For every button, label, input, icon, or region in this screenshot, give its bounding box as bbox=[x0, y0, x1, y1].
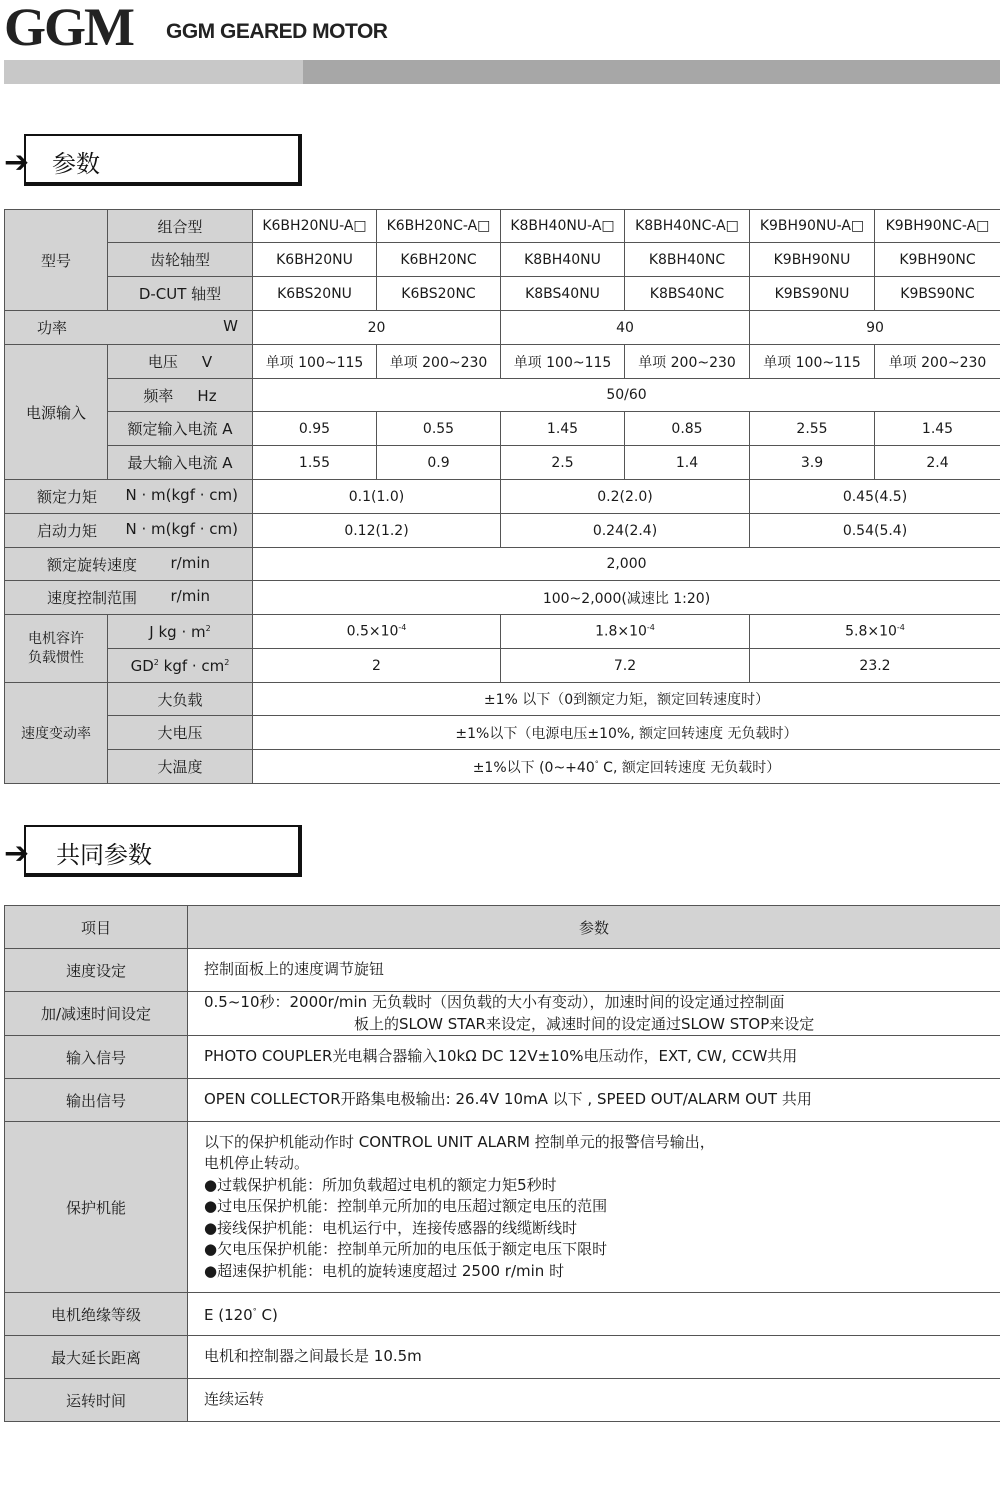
common-row-value: 控制面板上的速度调节旋钮 bbox=[188, 949, 1000, 992]
voltage-value: 单项 100~115 bbox=[750, 345, 875, 379]
common-row-value: PHOTO COUPLER光电耦合器输入10kΩ DC 12V±10%电压动作，EXT, CW, CCW共用 bbox=[188, 1036, 1000, 1079]
max-current-row bbox=[5, 446, 1000, 480]
power-label-cell bbox=[5, 311, 253, 345]
model-cell: K9BH90NC bbox=[875, 243, 1000, 277]
common-row bbox=[5, 1079, 1000, 1122]
common-row-value: 电机和控制器之间最长是 10.5m bbox=[188, 1336, 1000, 1379]
model-cell: K9BH90NU-A□ bbox=[750, 210, 875, 243]
rated-current-value: 1.45 bbox=[501, 412, 625, 446]
logo-subtitle: GGM GEARED MOTOR bbox=[166, 20, 388, 43]
voltage-value: 单项 200~230 bbox=[377, 345, 501, 379]
starting-torque-label-cell bbox=[5, 514, 253, 548]
rated-speed-label: 额定旋转速度 bbox=[47, 555, 138, 574]
common-row-value: 连续运转 bbox=[188, 1379, 1000, 1422]
inertia-j-label-cell bbox=[108, 615, 253, 649]
variation-value: ±1% 以下（0到额定力矩，额定回转速度时） bbox=[253, 683, 1000, 716]
model-cell: K8BS40NU bbox=[501, 277, 625, 311]
header-bar bbox=[4, 60, 1000, 84]
rated-torque-row bbox=[5, 480, 1000, 514]
common-row bbox=[5, 1122, 1000, 1293]
model-cell: K9BH90NU bbox=[750, 243, 875, 277]
params-table bbox=[4, 209, 1000, 784]
model-cell: K6BH20NC-A□ bbox=[377, 210, 501, 243]
starting-torque-value: 0.12(1.2) bbox=[253, 514, 501, 548]
frequency-label-cell bbox=[108, 379, 253, 412]
common-row-label: 最大延长距离 bbox=[5, 1336, 188, 1379]
speed-range-label-cell bbox=[5, 581, 253, 615]
model-cell: K8BH40NU bbox=[501, 243, 625, 277]
starting-torque-row bbox=[5, 514, 1000, 548]
variation-row-label: 大温度 bbox=[108, 750, 253, 784]
logo: GGM bbox=[4, 0, 133, 57]
power-value: 20 bbox=[253, 311, 501, 345]
common-header-item: 项目 bbox=[5, 906, 188, 949]
model-cell: K8BH40NU-A□ bbox=[501, 210, 625, 243]
model-cell: K6BS20NC bbox=[377, 277, 501, 311]
max-current-label-cell bbox=[108, 446, 253, 480]
variation-value: ±1%以下 (0~+40° C, 额定回转速度 无负载时） bbox=[253, 750, 1000, 784]
common-header-param: 参数 bbox=[188, 906, 1000, 949]
model-cell: K8BH40NC bbox=[625, 243, 750, 277]
inertia-j-row bbox=[5, 615, 1000, 649]
common-row-value: 以下的保护机能动作时 CONTROL UNIT ALARM 控制单元的报警信号输出， 电机停止转动。 ●过载保护机能：所加负载超过电机的额定力矩5秒时 ●过电压保护机能：控制单元所加的电压超过额定电压的范围 ●接线保护机能：电机运行中，连接传感器的线缆断线时 ●欠电压保护机能：控制单元所加的电压低于额定电压下限时 ●超速保护机能：电机的旋转速度超过 2500 r/min 时 bbox=[188, 1122, 1000, 1293]
variation-voltage-row bbox=[5, 716, 1000, 750]
arrow-right-icon: ➔ bbox=[4, 145, 30, 180]
rated-speed-label-cell bbox=[5, 548, 253, 581]
common-row-label: 输出信号 bbox=[5, 1079, 188, 1122]
common-row-value: OPEN COLLECTOR开路集电极输出: 26.4V 10mA 以下 , SPEED OUT/ALARM OUT 共用 bbox=[188, 1079, 1000, 1122]
inertia-gd-row bbox=[5, 649, 1000, 683]
voltage-value: 单项 100~115 bbox=[253, 345, 377, 379]
common-row-label: 运转时间 bbox=[5, 1379, 188, 1422]
model-cell: K8BS40NC bbox=[625, 277, 750, 311]
model-cell: K6BH20NU-A□ bbox=[253, 210, 377, 243]
speed-range-unit: r/min bbox=[170, 587, 210, 605]
starting-torque-value: 0.54(5.4) bbox=[750, 514, 1000, 548]
common-row-label: 电机绝缘等级 bbox=[5, 1293, 188, 1336]
power-row bbox=[5, 311, 1000, 345]
inertia-gd-value: 23.2 bbox=[750, 649, 1000, 683]
speed-variation-label: 速度变动率 bbox=[5, 683, 108, 784]
variation-load-row bbox=[5, 683, 1000, 716]
rated-torque-label: 额定力矩 bbox=[37, 488, 98, 506]
model-cell: K9BS90NC bbox=[875, 277, 1000, 311]
power-value: 40 bbox=[501, 311, 750, 345]
common-row bbox=[5, 949, 1000, 992]
common-params-table bbox=[4, 905, 1000, 1422]
starting-torque-value: 0.24(2.4) bbox=[501, 514, 750, 548]
rated-current-row bbox=[5, 412, 1000, 446]
speed-range-value: 100~2,000(减速比 1:20) bbox=[253, 581, 1000, 615]
model-type-label: 组合型 bbox=[108, 210, 253, 243]
power-label: 功率 bbox=[37, 319, 68, 337]
rated-current-label: 额定输入电流 bbox=[127, 420, 218, 438]
model-row-gear bbox=[5, 243, 1000, 277]
voltage-row bbox=[5, 345, 1000, 379]
inertia-j-exp: 2 bbox=[205, 623, 211, 633]
model-cell: K6BH20NC bbox=[377, 243, 501, 277]
model-cell: K6BH20NU bbox=[253, 243, 377, 277]
inertia-label-cell bbox=[5, 615, 108, 683]
model-cell: K9BS90NU bbox=[750, 277, 875, 311]
inertia-j-value: $0.5\times 10^{-4}$ bbox=[253, 615, 501, 649]
inertia-gd-label-cell: $GD^2$ kgf · $cm^2$ bbox=[108, 649, 253, 683]
inertia-label-line2: 负载惯性 bbox=[28, 649, 84, 666]
rated-current-value: 0.55 bbox=[377, 412, 501, 446]
inertia-gd-value: 2 bbox=[253, 649, 501, 683]
rated-speed-value: 2,000 bbox=[253, 548, 1000, 581]
model-label: 型号 bbox=[5, 210, 108, 311]
voltage-value: 单项 200~230 bbox=[875, 345, 1000, 379]
model-cell: K9BH90NC-A□ bbox=[875, 210, 1000, 243]
arrow-right-icon: ➔ bbox=[4, 836, 30, 871]
voltage-label: 电压 bbox=[147, 353, 178, 371]
inertia-label-line1: 电机容许 bbox=[28, 630, 84, 647]
rated-torque-label-cell bbox=[5, 480, 253, 514]
common-header-row bbox=[5, 906, 1000, 949]
inertia-j-value-exp: -4 bbox=[646, 623, 655, 633]
common-row-label: 保护机能 bbox=[5, 1122, 188, 1293]
variation-value: ±1%以下（电源电压±10%, 额定回转速度 无负载时） bbox=[253, 716, 1000, 750]
rated-current-value: 2.55 bbox=[750, 412, 875, 446]
inertia-j-value: $1.8\times 10^{-4}$ bbox=[501, 615, 750, 649]
max-current-unit: A bbox=[222, 454, 233, 472]
model-type-label: D-CUT 轴型 bbox=[108, 277, 253, 311]
max-current-value: 2.5 bbox=[501, 446, 625, 480]
starting-torque-unit: N · m(kgf · cm) bbox=[125, 520, 238, 538]
voltage-unit: V bbox=[201, 353, 213, 371]
rated-current-unit: A bbox=[222, 420, 233, 438]
inertia-j-label: J kg · m bbox=[149, 622, 206, 641]
rated-current-label-cell bbox=[108, 412, 253, 446]
rated-current-value: 0.85 bbox=[625, 412, 750, 446]
section-title-label: 共同参数 bbox=[56, 841, 152, 869]
frequency-value: 50/60 bbox=[253, 379, 1000, 412]
frequency-unit: Hz bbox=[197, 386, 217, 405]
common-row-label: 输入信号 bbox=[5, 1036, 188, 1079]
model-type-label: 齿轮轴型 bbox=[108, 243, 253, 277]
power-value: 90 bbox=[750, 311, 1000, 345]
inertia-gd-value: 7.2 bbox=[501, 649, 750, 683]
rated-torque-value: 0.45(4.5) bbox=[750, 480, 1000, 514]
inertia-j-value-exp: -4 bbox=[398, 623, 407, 633]
rated-speed-unit: r/min bbox=[170, 553, 210, 572]
common-row bbox=[5, 1293, 1000, 1336]
common-row bbox=[5, 1379, 1000, 1422]
max-current-value: 1.55 bbox=[253, 446, 377, 480]
inertia-j-value: $5.8\times 10^{-4}$ bbox=[750, 615, 1000, 649]
power-input-label: 电源输入 bbox=[5, 345, 108, 480]
variation-temp-row bbox=[5, 750, 1000, 784]
voltage-value: 单项 100~115 bbox=[501, 345, 625, 379]
model-row-combo bbox=[5, 210, 1000, 243]
max-current-label: 最大输入电流 bbox=[127, 454, 218, 472]
voltage-value: 单项 200~230 bbox=[625, 345, 750, 379]
common-row-label: 加/减速时间设定 bbox=[5, 992, 188, 1036]
common-row-value: 0.5~10秒：2000r/min 无负载时（因负载的大小有变动），加速时间的设定通过控制面 板上的SLOW STAR来设定，减速时间的设定通过SLOW STOP来设定 bbox=[188, 992, 1000, 1036]
model-row-dcut bbox=[5, 277, 1000, 311]
common-row-value: E (120° C) bbox=[188, 1293, 1000, 1336]
max-current-value: 2.4 bbox=[875, 446, 1000, 480]
common-row bbox=[5, 992, 1000, 1036]
voltage-label-cell bbox=[108, 345, 253, 379]
rated-current-value: 1.45 bbox=[875, 412, 1000, 446]
rated-speed-row bbox=[5, 548, 1000, 581]
section-title-common bbox=[4, 825, 304, 879]
rated-torque-unit: N · m(kgf · cm) bbox=[125, 486, 238, 504]
speed-range-label: 速度控制范围 bbox=[47, 589, 138, 607]
starting-torque-label: 启动力矩 bbox=[37, 522, 98, 540]
variation-row-label: 大电压 bbox=[108, 716, 253, 750]
variation-row-label: 大负载 bbox=[108, 683, 253, 716]
max-current-value: 1.4 bbox=[625, 446, 750, 480]
frequency-label: 频率 bbox=[143, 386, 174, 405]
max-current-value: 0.9 bbox=[377, 446, 501, 480]
speed-range-row bbox=[5, 581, 1000, 615]
model-cell: K6BS20NU bbox=[253, 277, 377, 311]
max-current-value: 3.9 bbox=[750, 446, 875, 480]
power-unit: W bbox=[223, 317, 238, 335]
rated-current-value: 0.95 bbox=[253, 412, 377, 446]
common-row bbox=[5, 1036, 1000, 1079]
common-row bbox=[5, 1336, 1000, 1379]
frequency-row bbox=[5, 379, 1000, 412]
section-title-label: 参数 bbox=[52, 150, 100, 178]
rated-torque-value: 0.2(2.0) bbox=[501, 480, 750, 514]
inertia-j-value-exp: -4 bbox=[896, 623, 905, 633]
model-cell: K8BH40NC-A□ bbox=[625, 210, 750, 243]
common-row-label: 速度设定 bbox=[5, 949, 188, 992]
section-title-params bbox=[4, 134, 304, 188]
rated-torque-value: 0.1(1.0) bbox=[253, 480, 501, 514]
